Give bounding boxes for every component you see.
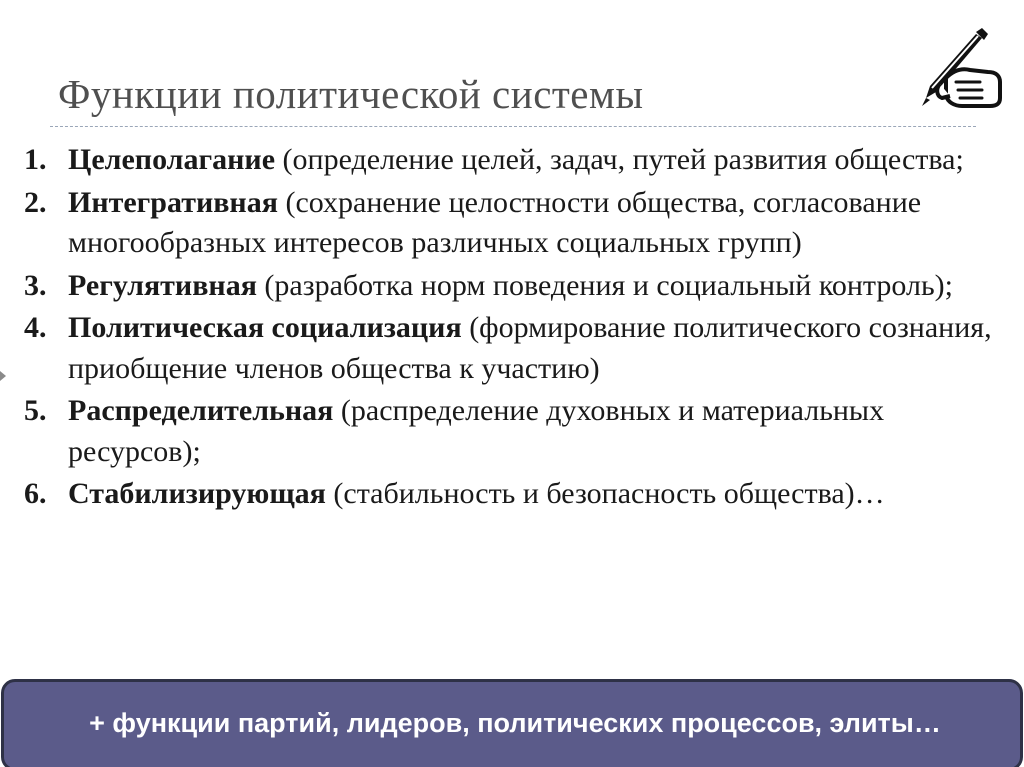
slide-edge-marker [0, 371, 6, 381]
item-number: 6. [24, 477, 47, 510]
item-term: Политическая социализация [68, 311, 462, 344]
item-description: (стабильность и безопасность общества)… [325, 477, 885, 510]
item-text [68, 266, 994, 307]
item-number: 5. [24, 394, 47, 427]
list-item [24, 474, 994, 515]
item-text [68, 140, 994, 181]
footer-banner [1, 679, 1023, 767]
item-description: (формирование политического сознания, приобщение членов общества к участию) [68, 311, 992, 385]
item-term: Стабилизирующая [68, 477, 326, 510]
item-text [68, 308, 994, 389]
item-text [68, 183, 994, 264]
list-item [24, 140, 994, 181]
item-description: (сохранение целостности общества, согласование многообразных интересов различных социальных групп) [68, 185, 922, 259]
item-description: (разработка норм поведения и социальный контроль); [256, 268, 953, 302]
item-description: (распределение духовных и материальных ресурсов); [68, 394, 885, 468]
list-item [24, 266, 994, 307]
list-item [24, 308, 994, 389]
item-number: 1. [24, 143, 47, 176]
title-divider [50, 126, 976, 127]
list-item [24, 391, 994, 472]
item-description: (определение целей, задач, путей развития общества; [275, 143, 964, 176]
functions-list [24, 140, 994, 517]
item-text [68, 474, 994, 515]
item-number: 2. [24, 185, 47, 219]
item-text [68, 391, 994, 472]
hand-writing-with-pen-icon [896, 26, 1006, 112]
item-term: Распределительная [68, 394, 334, 427]
slide-title: Функции политической системы [58, 71, 644, 117]
item-term: Целеполагание [68, 143, 276, 176]
item-number: 3. [24, 268, 47, 302]
item-term: Регулятивная [68, 268, 257, 302]
list-item [24, 183, 994, 264]
item-number: 4. [24, 311, 47, 344]
footer-text: + функции партий, лидеров, политических процессов, элиты… [89, 708, 941, 738]
item-term: Интегративная [68, 185, 278, 219]
